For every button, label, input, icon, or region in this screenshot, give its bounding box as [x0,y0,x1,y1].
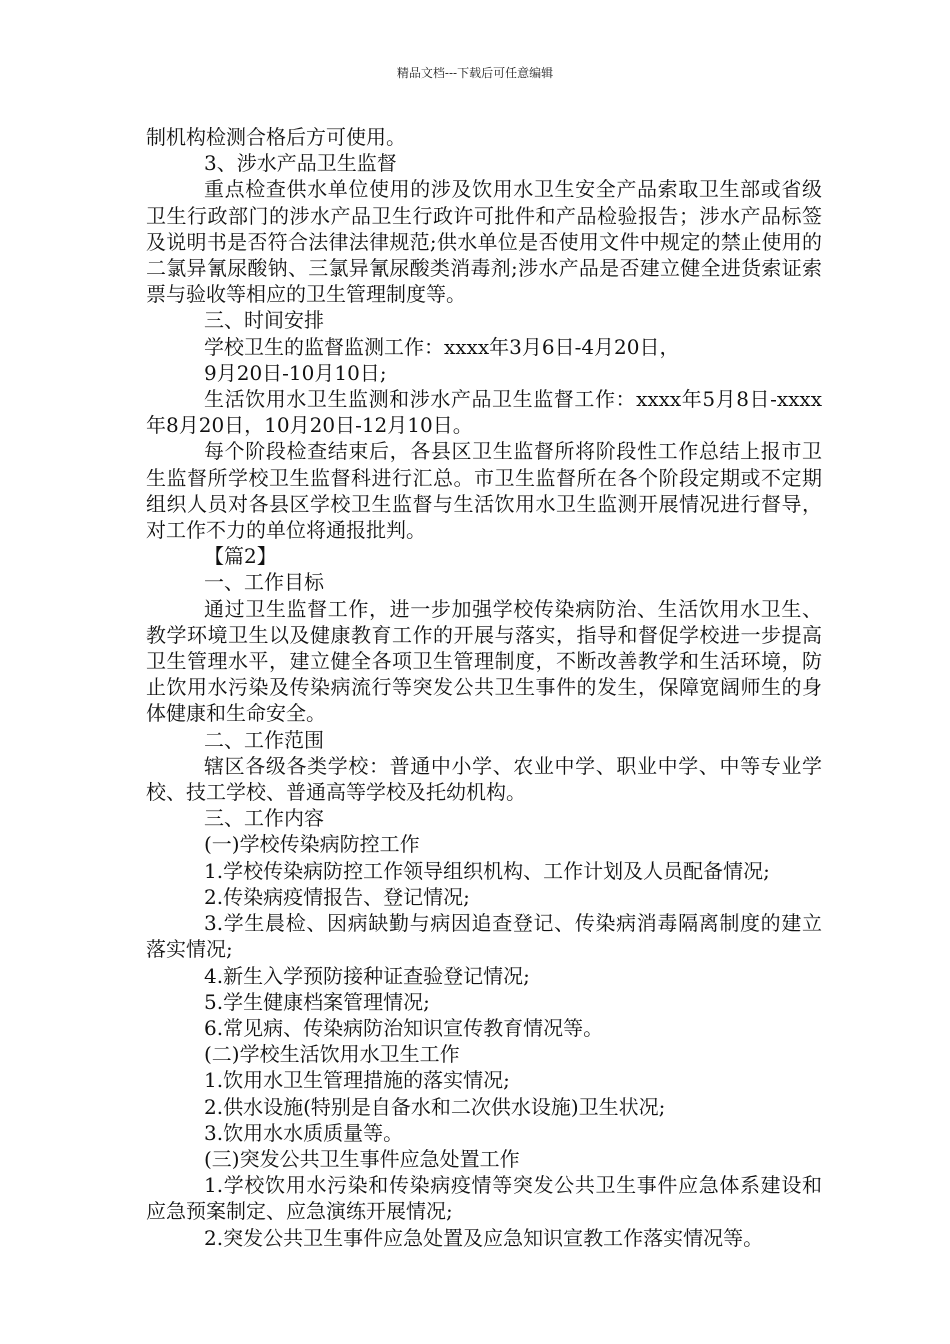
paragraph: 5.学生健康档案管理情况; [204,989,430,1014]
paragraph: 辖区各级各类学校：普通中小学、农业中学、职业中学、中等专业学校、技工学校、普通高等学校及托幼机构。 [146,753,822,805]
paragraph: 3.饮用水水质质量等。 [204,1120,404,1145]
paragraph: 3、涉水产品卫生监督 [204,151,397,176]
page-header: 精品文档---下载后可任意编辑 [396,66,554,80]
paragraph: (三)突发公共卫生事件应急处置工作 [204,1146,520,1171]
paragraph: 每个阶段检查结束后，各县区卫生监督所将阶段性工作总结上报市卫生监督所学校卫生监督科进行汇总。市卫生监督所在各个阶段定期或不定期组织人员对各县区学校卫生监督与生活饮用水卫生监测开展情况进行督导，对工作不力的单位将通报批判。 [146,439,822,543]
paragraph: 2.供水设施(特别是自备水和二次供水设施)卫生状况; [204,1094,666,1119]
paragraph: 1.学校传染病防控工作领导组织机构、工作计划及人员配备情况; [204,858,770,883]
paragraph: 重点检查供水单位使用的涉及饮用水卫生安全产品索取卫生部或省级卫生行政部门的涉水产品卫生行政许可批件和产品检验报告；涉水产品标签及说明书是否符合法律法律规范;供水单位是否使用文件中规定的禁止使用的二氯异氰尿酸钠、三氯异氰尿酸类消毒剂;涉水产品是否建立健全进货索证索票与验收等相应的卫生管理制度等。 [146,177,822,307]
paragraph: 生活饮用水卫生监测和涉水产品卫生监督工作：xxxx年5月8日-xxxx年8月20日，10月20日-12月10日。 [146,387,822,438]
paragraph: 2.传染病疫情报告、登记情况; [204,884,470,909]
document-body [146,124,822,1251]
paragraph: 9月20日-10月10日; [204,360,387,385]
paragraph: 3.学生晨检、因病缺勤与病因追查登记、传染病消毒隔离制度的建立落实情况; [146,911,822,962]
paragraph: 1.饮用水卫生管理措施的落实情况; [204,1068,510,1093]
paragraph: 学校卫生的监督监测工作：xxxx年3月6日-4月20日， [204,334,680,359]
paragraph: 2.突发公共卫生事件应急处置及应急知识宣教工作落实情况等。 [204,1225,764,1250]
paragraph: 6.常见病、传染病防治知识宣传教育情况等。 [204,1015,604,1040]
paragraph: 三、工作内容 [204,806,324,831]
paragraph: 【篇2】 [204,544,277,569]
paragraph: (二)学校生活饮用水卫生工作 [204,1042,460,1067]
paragraph: (一)学校传染病防控工作 [204,832,420,857]
paragraph: 1.学校饮用水污染和传染病疫情等突发公共卫生事件应急体系建设和应急预案制定、应急演练开展情况; [146,1173,822,1224]
paragraph: 二、工作范围 [204,727,324,752]
paragraph: 制机构检测合格后方可使用。 [146,125,406,149]
paragraph: 三、时间安排 [204,308,324,333]
paragraph: 一、工作目标 [204,570,324,595]
paragraph: 通过卫生监督工作，进一步加强学校传染病防治、生活饮用水卫生、教学环境卫生以及健康教育工作的开展与落实，指导和督促学校进一步提高卫生管理水平，建立健全各项卫生管理制度，不断改善教学和生活环境，防止饮用水污染及传染病流行等突发公共卫生事件的发生，保障宽阔师生的身体健康和生命安全。 [146,596,822,726]
paragraph: 4.新生入学预防接种证查验登记情况; [204,963,530,988]
